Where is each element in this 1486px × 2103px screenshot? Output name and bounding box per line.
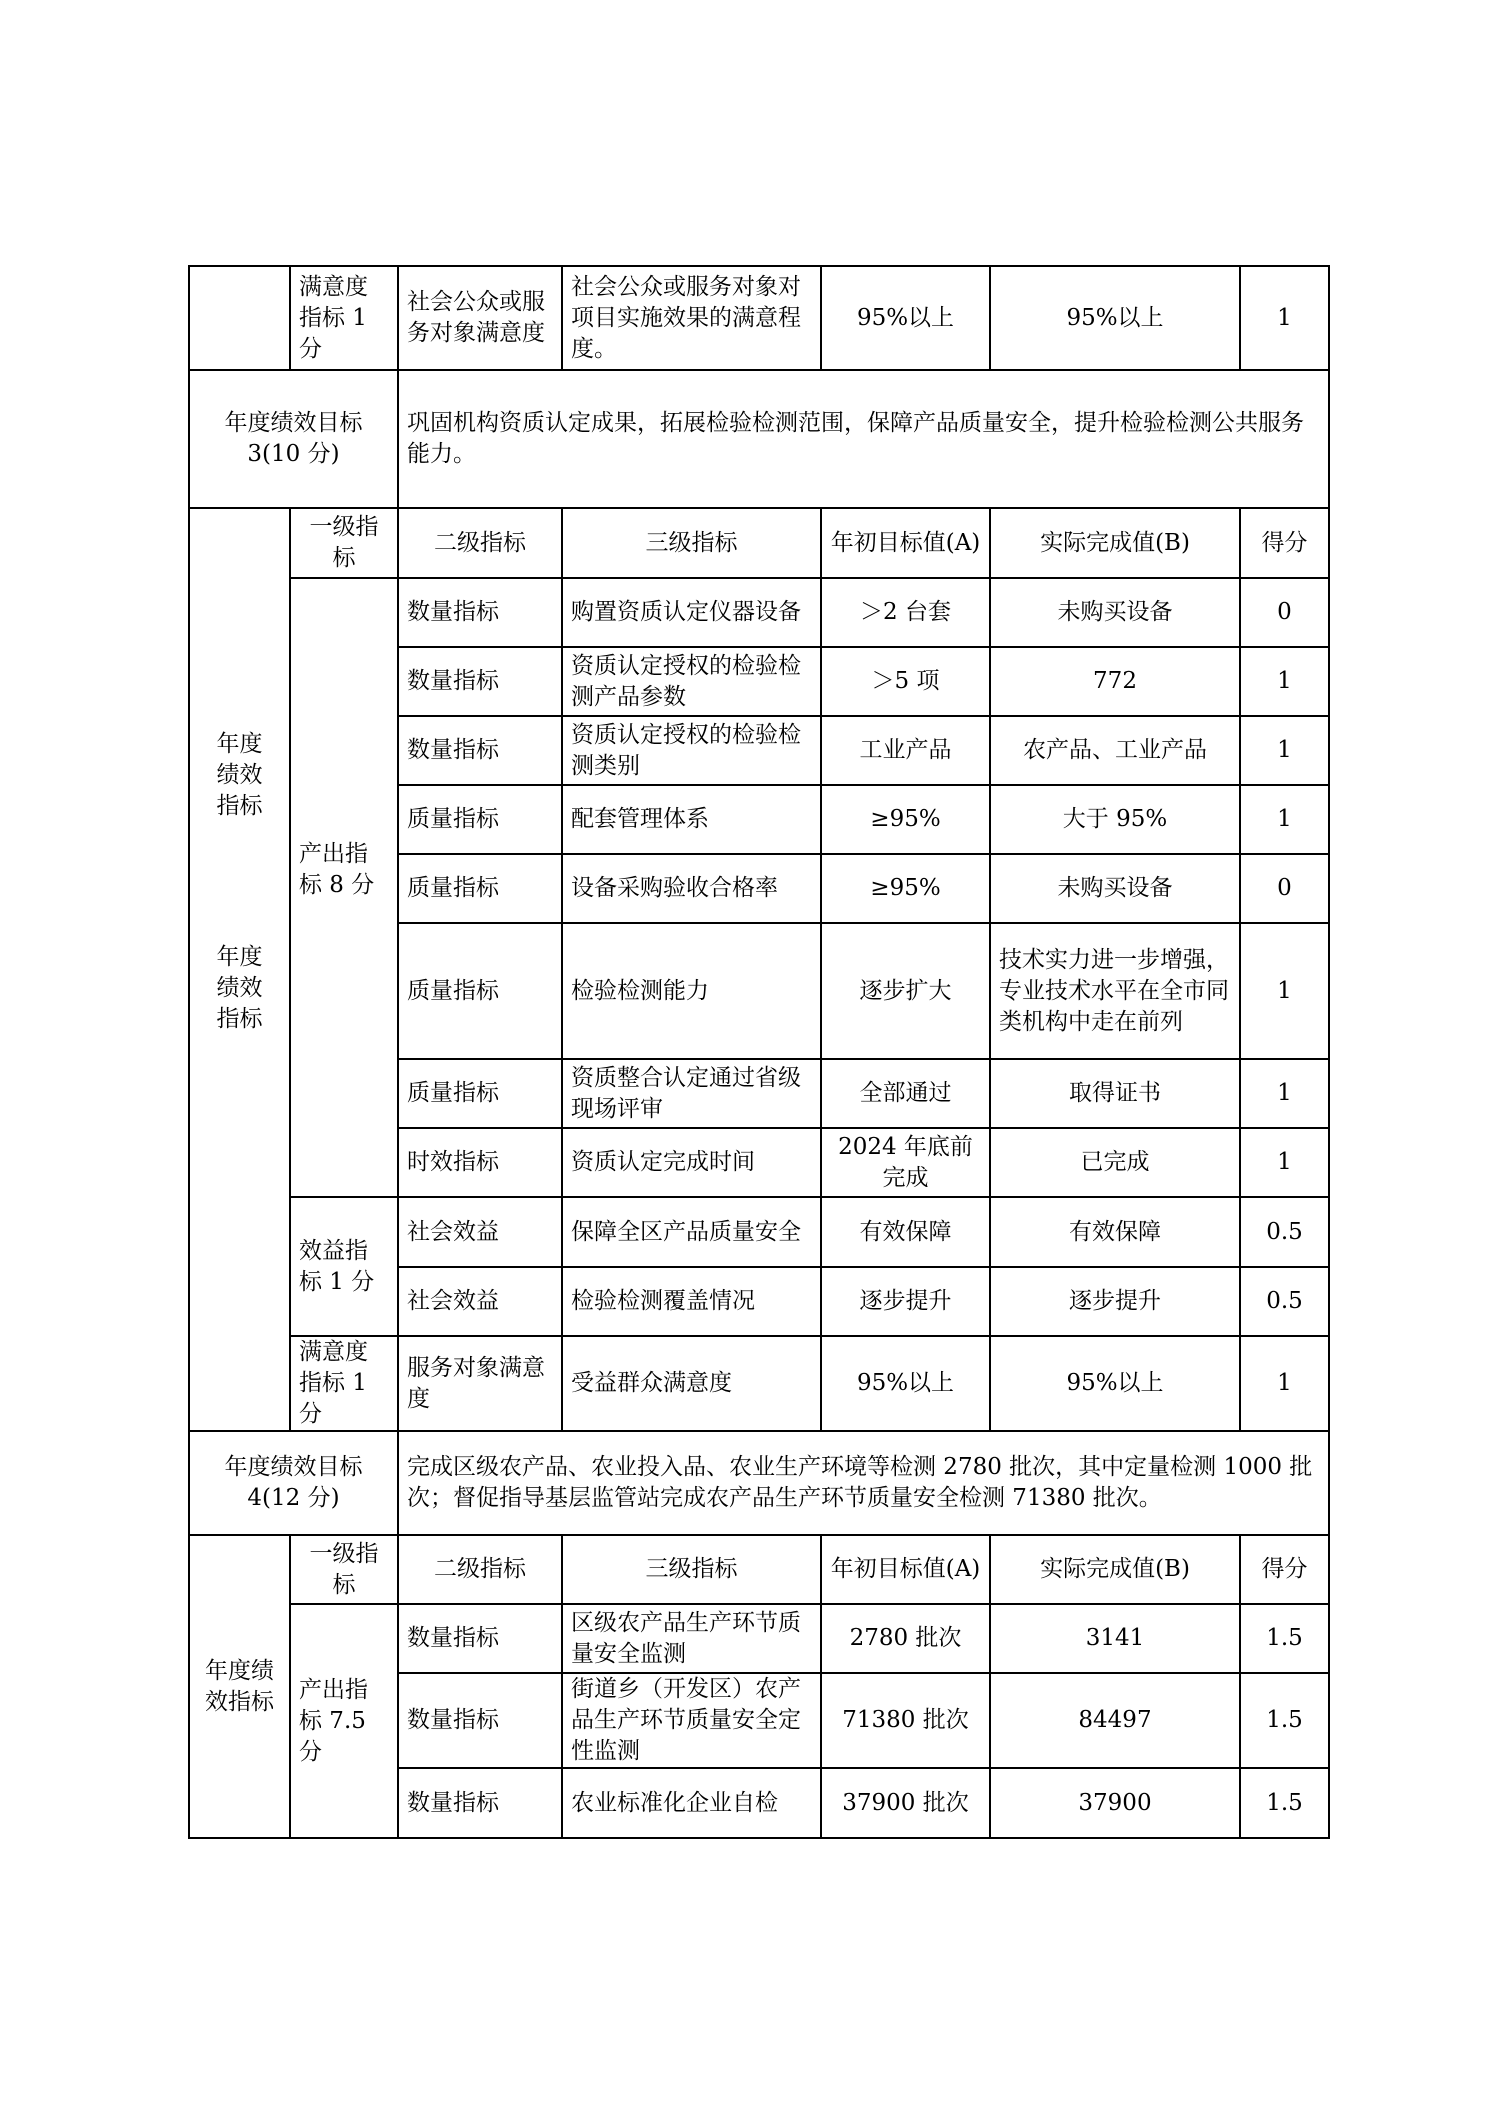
- score-cell: 1: [1240, 1128, 1329, 1197]
- level1-cell: 产出指标 7.5 分: [290, 1604, 398, 1838]
- actual-cell: 农产品、工业产品: [990, 716, 1240, 785]
- level3-cell: 社会公众或服务对象对项目实施效果的满意程度。: [562, 266, 821, 370]
- target-cell: 95%以上: [821, 1336, 990, 1431]
- level3-cell: 农业标准化企业自检: [562, 1768, 821, 1838]
- level3-cell: 街道乡（开发区）农产品生产环节质量安全定性监测: [562, 1673, 821, 1768]
- score-cell: 1: [1240, 785, 1329, 854]
- column-header: 一级指标: [290, 508, 398, 578]
- level2-cell: 质量指标: [398, 923, 562, 1059]
- column-header: 得分: [1240, 1535, 1329, 1604]
- column-header: 二级指标: [398, 1535, 562, 1604]
- table-row: [189, 578, 1329, 647]
- table-row: [189, 1604, 1329, 1673]
- level3-cell: 资质认定授权的检验检测类别: [562, 716, 821, 785]
- actual-cell: 已完成: [990, 1128, 1240, 1197]
- column-header: 实际完成值(B): [990, 508, 1240, 578]
- section-label: 年度绩效指标: [216, 731, 263, 819]
- goal-label: 年度绩效目标 3(10 分): [189, 370, 398, 508]
- actual-cell: 未购买设备: [990, 854, 1240, 923]
- score-cell: 1: [1240, 923, 1329, 1059]
- actual-cell: 95%以上: [990, 266, 1240, 370]
- goal-label: 年度绩效目标 4(12 分): [189, 1431, 398, 1535]
- level3-cell: 资质认定授权的检验检测产品参数: [562, 647, 821, 716]
- target-cell: 逐步扩大: [821, 923, 990, 1059]
- level3-cell: 区级农产品生产环节质量安全监测: [562, 1604, 821, 1673]
- table-row: [189, 508, 1329, 578]
- level1-cell: 效益指标 1 分: [290, 1197, 398, 1336]
- column-header: 年初目标值(A): [821, 1535, 990, 1604]
- target-cell: ≥95%: [821, 854, 990, 923]
- goal-text: 完成区级农产品、农业投入品、农业生产环境等检测 2780 批次，其中定量检测 1000 批次；督促指导基层监管站完成农产品生产环节质量安全检测 71380 批次。: [398, 1431, 1329, 1535]
- target-cell: ＞5 项: [821, 647, 990, 716]
- actual-cell: 有效保障: [990, 1197, 1240, 1267]
- section-label: 年度绩效指标: [216, 944, 263, 1032]
- score-cell: 1: [1240, 266, 1329, 370]
- level3-cell: 资质认定完成时间: [562, 1128, 821, 1197]
- table-row: [189, 266, 1329, 370]
- level2-cell: 时效指标: [398, 1128, 562, 1197]
- actual-cell: 3141: [990, 1604, 1240, 1673]
- section-label-stack: [198, 509, 281, 1035]
- level3-cell: 设备采购验收合格率: [562, 854, 821, 923]
- level3-cell: 保障全区产品质量安全: [562, 1197, 821, 1267]
- score-cell: 1: [1240, 716, 1329, 785]
- level2-cell: 数量指标: [398, 716, 562, 785]
- actual-cell: 37900: [990, 1768, 1240, 1838]
- score-cell: 0.5: [1240, 1197, 1329, 1267]
- score-cell: 0: [1240, 854, 1329, 923]
- level1-cell: 满意度指标 1 分: [290, 1336, 398, 1431]
- level3-cell: 检验检测覆盖情况: [562, 1267, 821, 1336]
- actual-cell: 772: [990, 647, 1240, 716]
- empty-cell: [189, 266, 290, 370]
- level2-cell: 质量指标: [398, 785, 562, 854]
- table-row: [189, 1336, 1329, 1431]
- goal-text: 巩固机构资质认定成果，拓展检验检测范围，保障产品质量安全，提升检验检测公共服务能力。: [398, 370, 1329, 508]
- level3-cell: 受益群众满意度: [562, 1336, 821, 1431]
- section-label-cell: 年度绩效指标: [189, 1535, 290, 1838]
- target-cell: ≥95%: [821, 785, 990, 854]
- level2-cell: 数量指标: [398, 1673, 562, 1768]
- level2-cell: 服务对象满意度: [398, 1336, 562, 1431]
- actual-cell: 95%以上: [990, 1336, 1240, 1431]
- level1-cell: 满意度指标 1 分: [290, 266, 398, 370]
- score-cell: 1.5: [1240, 1604, 1329, 1673]
- level2-cell: 数量指标: [398, 1768, 562, 1838]
- target-cell: 95%以上: [821, 266, 990, 370]
- section-label-cell: [189, 508, 290, 1431]
- level3-cell: 资质整合认定通过省级现场评审: [562, 1059, 821, 1128]
- target-cell: 2024 年底前完成: [821, 1128, 990, 1197]
- actual-cell: 未购买设备: [990, 578, 1240, 647]
- actual-cell: 大于 95%: [990, 785, 1240, 854]
- target-cell: 有效保障: [821, 1197, 990, 1267]
- column-header: 得分: [1240, 508, 1329, 578]
- level2-cell: 社会公众或服务对象满意度: [398, 266, 562, 370]
- column-header: 三级指标: [562, 1535, 821, 1604]
- actual-cell: 逐步提升: [990, 1267, 1240, 1336]
- level2-cell: 数量指标: [398, 1604, 562, 1673]
- level3-cell: 购置资质认定仪器设备: [562, 578, 821, 647]
- actual-cell: 技术实力进一步增强，专业技术水平在全市同类机构中走在前列: [990, 923, 1240, 1059]
- column-header: 三级指标: [562, 508, 821, 578]
- level1-cell: 产出指标 8 分: [290, 578, 398, 1197]
- column-header: 一级指标: [290, 1535, 398, 1604]
- target-cell: 工业产品: [821, 716, 990, 785]
- score-cell: 0: [1240, 578, 1329, 647]
- table-row: [189, 1535, 1329, 1604]
- level3-cell: 配套管理体系: [562, 785, 821, 854]
- column-header: 实际完成值(B): [990, 1535, 1240, 1604]
- table-row: [189, 1197, 1329, 1267]
- score-cell: 0.5: [1240, 1267, 1329, 1336]
- actual-cell: 84497: [990, 1673, 1240, 1768]
- level2-cell: 社会效益: [398, 1267, 562, 1336]
- level2-cell: 数量指标: [398, 578, 562, 647]
- column-header: 年初目标值(A): [821, 508, 990, 578]
- score-cell: 1: [1240, 1336, 1329, 1431]
- table-row: [189, 1431, 1329, 1535]
- score-cell: 1.5: [1240, 1673, 1329, 1768]
- table-row: [189, 370, 1329, 508]
- actual-cell: 取得证书: [990, 1059, 1240, 1128]
- score-cell: 1: [1240, 1059, 1329, 1128]
- target-cell: 全部通过: [821, 1059, 990, 1128]
- performance-table: [188, 265, 1330, 1839]
- score-cell: 1: [1240, 647, 1329, 716]
- level2-cell: 数量指标: [398, 647, 562, 716]
- score-cell: 1.5: [1240, 1768, 1329, 1838]
- target-cell: 71380 批次: [821, 1673, 990, 1768]
- target-cell: 37900 批次: [821, 1768, 990, 1838]
- level2-cell: 质量指标: [398, 1059, 562, 1128]
- target-cell: 逐步提升: [821, 1267, 990, 1336]
- target-cell: 2780 批次: [821, 1604, 990, 1673]
- target-cell: ＞2 台套: [821, 578, 990, 647]
- level2-cell: 质量指标: [398, 854, 562, 923]
- column-header: 二级指标: [398, 508, 562, 578]
- level3-cell: 检验检测能力: [562, 923, 821, 1059]
- level2-cell: 社会效益: [398, 1197, 562, 1267]
